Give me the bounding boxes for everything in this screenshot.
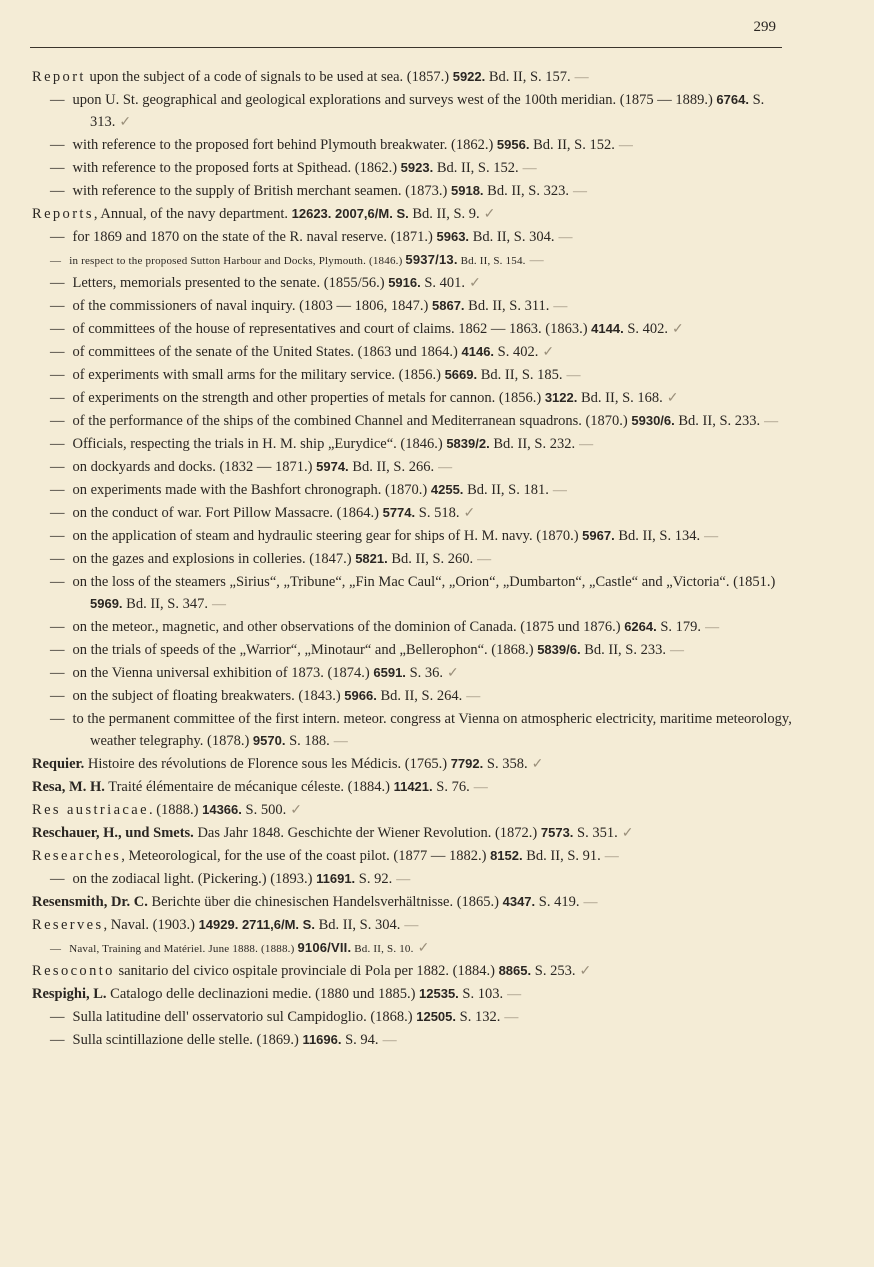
entry-number: 3122. (544, 390, 578, 405)
catalog-subentry (0, 433, 874, 456)
ditto-dash: — (50, 298, 65, 314)
check-mark: ✓ (531, 757, 544, 772)
catalog-subentry (0, 456, 874, 479)
pencil-dash-mark: — (553, 299, 568, 314)
entry-number: 5839/2. (446, 436, 490, 451)
entry-text: on the trials of speeds of the „Warrior“, „Minotaur“ and „Bellerophon“. (1868.) (72, 642, 538, 658)
catalog-entry (0, 960, 874, 983)
entry-page-ref: S. 401. (420, 275, 466, 291)
check-mark: ✓ (469, 276, 481, 291)
page-number: 299 (753, 19, 776, 35)
entry-text: on experiments made with the Bashfort chronograph. (1870.) (72, 482, 431, 498)
check-mark: ✓ (621, 826, 634, 841)
entry-number: 6591. (373, 665, 406, 680)
pencil-dash-mark: — (507, 987, 522, 1002)
header-rule (30, 47, 782, 48)
entry-page-ref: Bd. II, S. 323. (483, 183, 569, 199)
ditto-dash: — (50, 321, 65, 337)
catalog-subentry (0, 1006, 874, 1029)
entry-page-ref: Bd. II, S. 233. (674, 413, 761, 429)
catalog-subentry (0, 249, 874, 272)
entry-text: in respect to the proposed Sutton Harbour and Docks, Plymouth. (1846.) (69, 255, 406, 267)
ditto-dash: — (50, 711, 65, 727)
entry-text: on the application of steam and hydraulic steering gear for ships of H. M. navy. (1870.) (72, 528, 583, 544)
ditto-dash: — (50, 275, 65, 291)
check-mark: ✓ (579, 964, 592, 979)
pencil-dash-mark: — (211, 597, 226, 612)
ditto-dash: — (50, 528, 65, 544)
catalog-subentry (0, 341, 874, 364)
entry-number: 5967. (582, 528, 615, 543)
check-mark: ✓ (290, 803, 302, 818)
pencil-dash-mark: — (522, 161, 537, 176)
entry-page-ref: Bd. II, S. 233. (580, 642, 666, 658)
entry-page-ref: S. 518. (415, 505, 460, 521)
entry-number: 8865. (498, 963, 532, 978)
entry-heading: Requier. (32, 756, 85, 772)
entry-text: on the Vienna universal exhibition of 1873. (1874.) (72, 665, 374, 681)
check-mark: ✓ (417, 941, 430, 956)
catalog-entry (0, 822, 874, 845)
entry-page-ref: Bd. II, S. 10. (351, 943, 414, 955)
entry-number: 12623. 2007,6/M. S. (291, 206, 409, 221)
ditto-dash: — (50, 137, 65, 153)
entry-number: 4146. (461, 344, 495, 359)
entry-number: 4255. (430, 482, 464, 497)
entry-number: 11691. (316, 871, 356, 886)
entry-text: Letters, memorials presented to the senate. (1855/56.) (72, 275, 389, 291)
entry-text: of experiments on the strength and other properties of metals for cannon. (1856.) (72, 390, 545, 406)
entry-number: 5916. (388, 275, 421, 290)
entry-text: on the zodiacal light. (Pickering.) (1893.) (72, 871, 317, 887)
entry-text: , Meteorological, for the use of the coast pilot. (1877 — 1882.) (121, 848, 491, 864)
entry-heading: Report (32, 69, 86, 85)
catalog-subentry (0, 318, 874, 341)
catalog-subentry (0, 548, 874, 571)
entry-page-ref: S. 188. (285, 733, 330, 749)
ditto-dash: — (50, 183, 65, 199)
entry-number: 5966. (344, 688, 377, 703)
pencil-dash-mark: — (764, 414, 779, 429)
entry-page-ref: Bd. II, S. 185. (477, 367, 563, 383)
entry-page-ref: S. 500. (241, 802, 287, 818)
entry-page-ref: S. 253. (531, 963, 576, 979)
check-mark: ✓ (542, 345, 555, 360)
pencil-dash-mark: — (669, 643, 684, 658)
catalog-entry (0, 66, 874, 89)
entry-page-ref: S. 36. (405, 665, 444, 681)
entry-number: 5930/6. (631, 413, 675, 428)
entry-page-ref: S. 313. (90, 92, 765, 130)
entry-text: on the conduct of war. Fort Pillow Massacre. (1864.) (72, 505, 383, 521)
entry-text: . (1888.) (148, 802, 203, 818)
ditto-dash: — (50, 551, 65, 567)
entry-text: with reference to the proposed forts at Spithead. (1862.) (72, 160, 401, 176)
ditto-dash: — (50, 665, 65, 681)
pencil-dash-mark: — (566, 368, 581, 383)
entry-page-ref: Bd. II, S. 181. (463, 482, 549, 498)
catalog-entry (0, 845, 874, 868)
pencil-dash-mark: — (558, 230, 573, 245)
catalog-subentry (0, 616, 874, 639)
entry-number: 7573. (540, 825, 574, 840)
entry-page-ref: S. 76. (432, 779, 470, 795)
ditto-dash: — (50, 574, 65, 590)
entry-number: 7792. (450, 756, 484, 771)
pencil-dash-mark: — (504, 1010, 519, 1025)
entry-number: 12535. (419, 986, 459, 1001)
pencil-dash-mark: — (572, 184, 587, 199)
pencil-dash-mark: — (438, 460, 453, 475)
entry-number: 5867. (432, 298, 465, 313)
pencil-dash-mark: — (583, 895, 598, 910)
entry-page-ref: S. 358. (483, 756, 528, 772)
check-mark: ✓ (463, 506, 476, 521)
entry-number: 6264. (624, 619, 657, 634)
pencil-dash-mark: — (704, 529, 719, 544)
entry-text: upon the subject of a code of signals to be used at sea. (1857.) (85, 69, 453, 85)
entry-number: 4347. (502, 894, 536, 909)
entry-page-ref: Bd. II, S. 304. (314, 917, 401, 933)
catalog-entry (0, 203, 874, 226)
entry-page-ref: Bd. II, S. 264. (376, 688, 463, 704)
ditto-dash: — (50, 871, 65, 887)
check-mark: ✓ (447, 666, 459, 681)
pencil-dash-mark: — (333, 734, 348, 749)
catalog-subentry (0, 134, 874, 157)
entry-number: 5937/13. (405, 252, 458, 267)
entry-text: Traité élémentaire de mécanique céleste. (1884.) (104, 779, 394, 795)
catalog-subentry (0, 410, 874, 433)
entry-text: Sulla scintillazione delle stelle. (1869.) (72, 1032, 303, 1048)
catalog-subentry (0, 937, 874, 960)
entry-text: on dockyards and docks. (1832 — 1871.) (72, 459, 317, 475)
catalog-subentry (0, 226, 874, 249)
entry-page-ref: Bd. II, S. 347. (122, 596, 208, 612)
entry-number: 8152. (490, 848, 523, 863)
catalog-entry (0, 914, 874, 937)
ditto-dash: — (50, 390, 65, 406)
pencil-dash-mark: — (604, 849, 619, 864)
catalog-subentry (0, 295, 874, 318)
entry-number: 5839/6. (537, 642, 581, 657)
entry-page-ref: Bd. II, S. 152. (433, 160, 519, 176)
entry-text: of committees of the senate of the United States. (1863 und 1864.) (72, 344, 462, 360)
entry-text: Berichte über die chinesischen Handelsverhältnisse. (1865.) (147, 894, 503, 910)
catalog-subentry (0, 89, 874, 134)
ditto-dash: — (50, 92, 65, 108)
check-mark: ✓ (672, 322, 684, 337)
pencil-dash-mark: — (705, 620, 720, 635)
catalog-subentry (0, 502, 874, 525)
ditto-dash: — (50, 413, 65, 429)
entry-number: 5956. (496, 137, 530, 152)
entry-text: of committees of the house of representatives and court of claims. 1862 — 1863. (1863.) (72, 321, 592, 337)
ditto-dash: — (50, 367, 65, 383)
entry-page-ref: Bd. II, S. 232. (489, 436, 576, 452)
entry-page-ref: S. 351. (573, 825, 618, 841)
entry-number: 5669. (444, 367, 478, 382)
pencil-dash-mark: — (473, 780, 488, 795)
entry-page-ref: Bd. II, S. 152. (529, 137, 615, 153)
ditto-dash: — (50, 642, 65, 658)
entry-page-ref: S. 132. (456, 1009, 501, 1025)
entry-text: upon U. St. geographical and geological explorations and surveys west of the 100th meridian. (1875 — 1889.) (72, 92, 717, 108)
pencil-dash-mark: — (579, 437, 594, 452)
entry-heading: Researches (32, 848, 122, 864)
entry-text: Catalogo delle declinazioni medie. (1880 und 1885.) (106, 986, 420, 1002)
entry-page-ref: S. 94. (341, 1032, 379, 1048)
entry-number: 11696. (302, 1032, 342, 1047)
catalog-subentry (0, 180, 874, 203)
ditto-dash: — (50, 344, 65, 360)
catalog-entry (0, 983, 874, 1006)
entry-text: for 1869 and 1870 on the state of the R. naval reserve. (1871.) (72, 229, 437, 245)
entry-page-ref: Bd. II, S. 311. (464, 298, 550, 314)
entry-heading: Resensmith, Dr. C. (32, 894, 148, 910)
entry-text: on the subject of floating breakwaters. (1843.) (72, 688, 345, 704)
catalog-subentry (0, 525, 874, 548)
pencil-dash-mark: — (529, 253, 544, 268)
check-mark: ✓ (666, 391, 679, 406)
ditto-dash: — (50, 943, 62, 955)
catalog-entry (0, 753, 874, 776)
entry-number: 9570. (252, 733, 286, 748)
entry-page-ref: Bd. II, S. 260. (387, 551, 474, 567)
entry-heading: Reserves (32, 917, 104, 933)
entry-text: with reference to the supply of British merchant seamen. (1873.) (72, 183, 451, 199)
catalog-entry (0, 891, 874, 914)
entry-page-ref: Bd. II, S. 134. (614, 528, 701, 544)
entry-text: sanitario del civico ospitale provinciale di Pola per 1882. (1884.) (114, 963, 499, 979)
entry-page-ref: S. 92. (355, 871, 393, 887)
entry-page-ref: Bd. II, S. 157. (485, 69, 571, 85)
ditto-dash: — (50, 688, 65, 704)
entry-number: 9106/VII. (297, 940, 352, 955)
entry-heading: Resoconto (32, 963, 115, 979)
entry-page-ref: S. 103. (458, 986, 504, 1002)
entry-text: on the meteor., magnetic, and other observations of the dominion of Canada. (1875 und 1876.) (72, 619, 625, 635)
entry-text: Naval, Training and Matériel. June 1888. (1888.) (69, 943, 298, 955)
entry-heading: Respighi, L. (32, 986, 107, 1002)
ditto-dash: — (50, 459, 65, 475)
entry-page-ref: Bd. II, S. 9. (408, 206, 480, 222)
catalog-subentry (0, 479, 874, 502)
entry-page-ref: Bd. II, S. 154. (457, 255, 526, 267)
catalog-subentry (0, 272, 874, 295)
ditto-dash: — (50, 1032, 65, 1048)
ditto-dash: — (50, 229, 65, 245)
catalog-subentry (0, 708, 874, 753)
catalog-subentry (0, 662, 874, 685)
entry-text: Sulla latitudine dell' osservatorio sul Campidoglio. (1868.) (72, 1009, 417, 1025)
entry-text: on the gazes and explosions in colleries. (1847.) (72, 551, 356, 567)
pencil-dash-mark: — (404, 918, 419, 933)
catalog-entry (0, 776, 874, 799)
entry-number: 5969. (90, 596, 123, 611)
entry-number: 5963. (436, 229, 470, 244)
entry-page-ref: S. 402. (623, 321, 669, 337)
entry-list (0, 66, 874, 1052)
entry-number: 5922. (452, 69, 486, 84)
entry-text: of experiments with small arms for the military service. (1856.) (72, 367, 445, 383)
catalog-subentry (0, 364, 874, 387)
pencil-dash-mark: — (574, 70, 589, 85)
catalog-subentry (0, 868, 874, 891)
catalog-subentry (0, 685, 874, 708)
ditto-dash: — (50, 619, 65, 635)
entry-text: of the performance of the ships of the combined Channel and Mediterranean squadrons. (1870.) (72, 413, 632, 429)
entry-number: 4144. (591, 321, 624, 336)
pencil-dash-mark: — (382, 1033, 397, 1048)
entry-page-ref: Bd. II, S. 304. (469, 229, 555, 245)
entry-text: Officials, respecting the trials in H. M. ship „Eurydice“. (1846.) (72, 436, 447, 452)
pencil-dash-mark: — (618, 138, 633, 153)
entry-text: to the permanent committee of the first intern. meteor. congress at Vienna on atmospheric electricity, maritime meteorology, weather telegraphy. (1878.) (72, 711, 792, 749)
entry-text: with reference to the proposed fort behind Plymouth breakwater. (1862.) (72, 137, 497, 153)
entry-text: on the loss of the steamers „Sirius“, „Tribune“, „Fin Mac Caul“, „Orion“, „Dumbarton“, „Castle“ and „Victoria“. (1851.) (72, 574, 776, 590)
entry-text: Das Jahr 1848. Geschichte der Wiener Revolution. (1872.) (193, 825, 541, 841)
check-mark: ✓ (119, 115, 132, 130)
entry-text: Histoire des révolutions de Florence sous les Médicis. (1765.) (84, 756, 451, 772)
ditto-dash: — (50, 505, 65, 521)
catalog-subentry (0, 387, 874, 410)
ditto-dash: — (50, 1009, 65, 1025)
entry-heading: Reschauer, H., und Smets. (32, 825, 194, 841)
entry-heading: Resa, M. H. (32, 779, 105, 795)
entry-heading: Res austriacae (32, 802, 149, 818)
ditto-dash: — (50, 255, 62, 267)
entry-number: 5923. (400, 160, 434, 175)
entry-number: 5774. (382, 505, 416, 520)
entry-page-ref: Bd. II, S. 168. (577, 390, 663, 406)
entry-number: 14366. (202, 802, 242, 817)
entry-number: 6764. (716, 92, 749, 107)
entry-text: , Annual, of the navy department. (93, 206, 292, 222)
pencil-dash-mark: — (477, 552, 492, 567)
entry-page-ref: S. 419. (535, 894, 580, 910)
entry-number: 5974. (316, 459, 349, 474)
entry-page-ref: Bd. II, S. 266. (348, 459, 435, 475)
entry-number: 12505. (416, 1009, 456, 1024)
ditto-dash: — (50, 436, 65, 452)
entry-text: of the commissioners of naval inquiry. (1803 — 1806, 1847.) (72, 298, 432, 314)
pencil-dash-mark: — (466, 689, 481, 704)
entry-page-ref: S. 402. (494, 344, 539, 360)
entry-text: , Naval. (1903.) (103, 917, 199, 933)
entry-number: 11421. (393, 779, 433, 794)
catalog-subentry (0, 639, 874, 662)
entry-number: 5821. (355, 551, 388, 566)
catalog-entry (0, 799, 874, 822)
entry-number: 5918. (451, 183, 484, 198)
pencil-dash-mark: — (396, 872, 411, 887)
ditto-dash: — (50, 160, 65, 176)
catalog-subentry (0, 1029, 874, 1052)
entry-page-ref: S. 179. (656, 619, 702, 635)
ditto-dash: — (50, 482, 65, 498)
entry-page-ref: Bd. II, S. 91. (522, 848, 601, 864)
catalog-subentry (0, 571, 874, 616)
catalog-subentry (0, 157, 874, 180)
check-mark: ✓ (483, 207, 496, 222)
entry-number: 14929. 2711,6/M. S. (198, 917, 315, 932)
pencil-dash-mark: — (552, 483, 567, 498)
entry-heading: Reports (32, 206, 94, 222)
